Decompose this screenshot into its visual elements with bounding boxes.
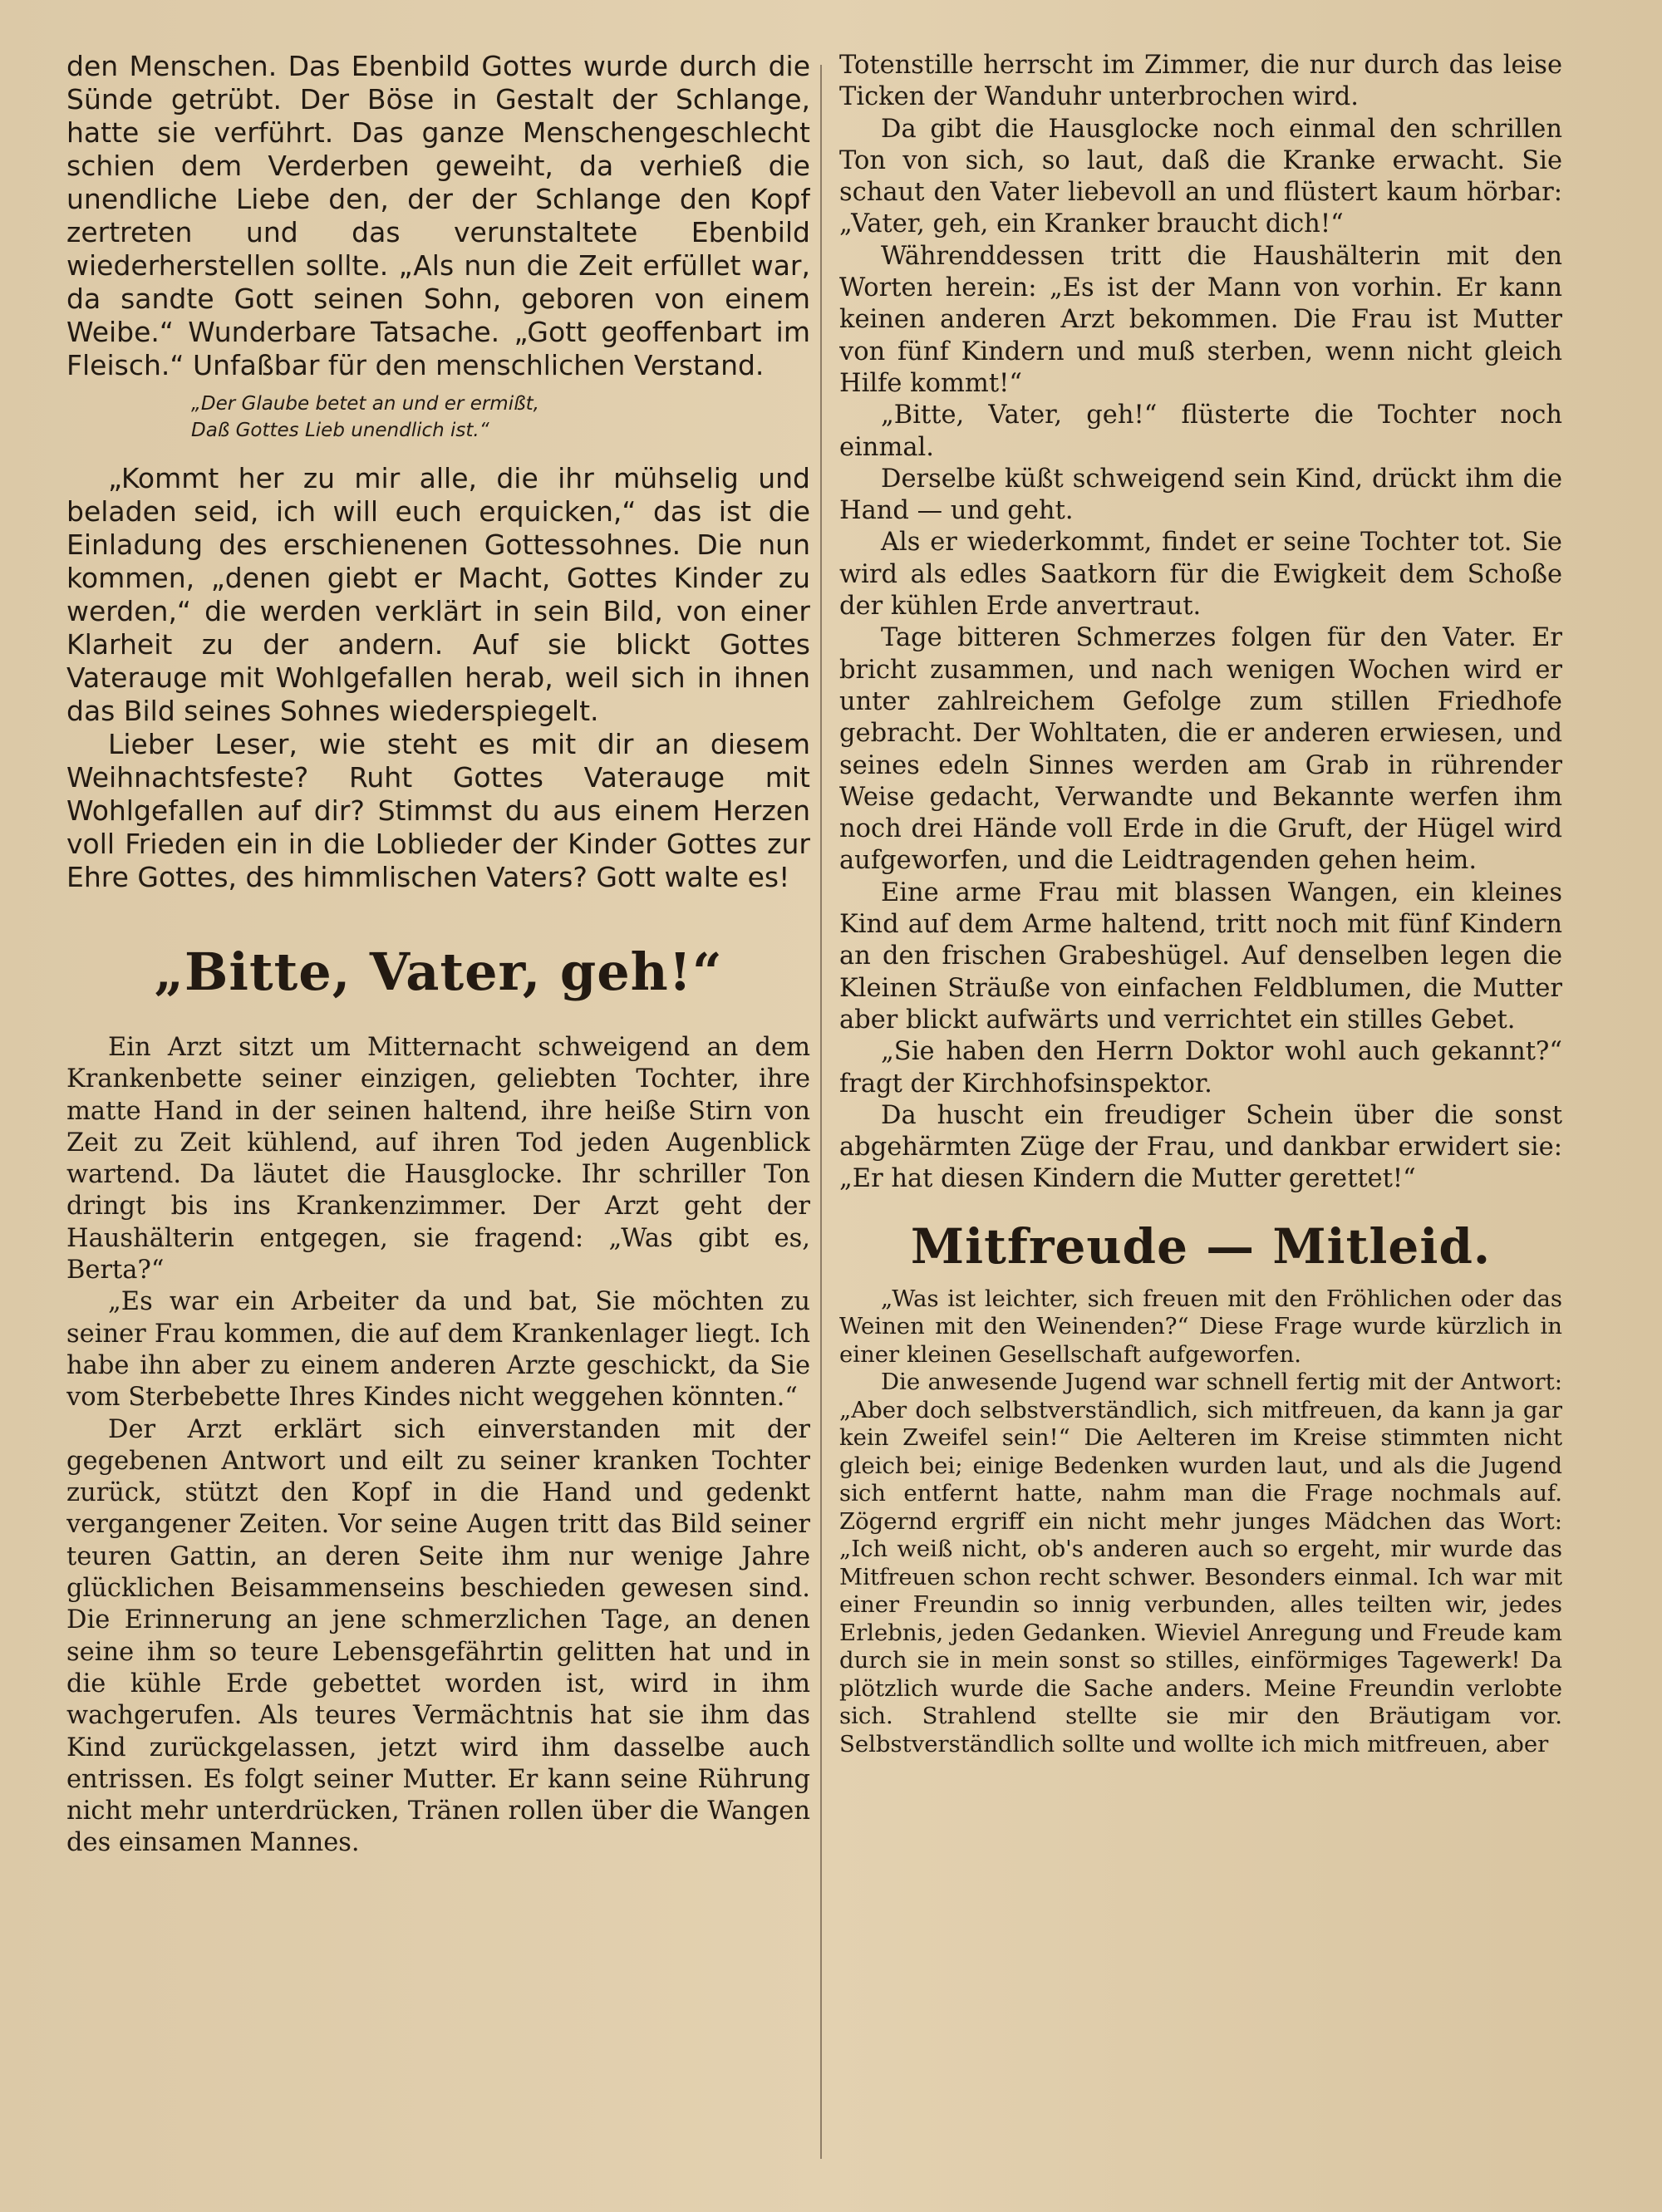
article-paragraph: Da huscht ein freudiger Schein über die sonst abgehärmten Züge der Frau, und dankbar erwidert sie: „Er hat diesen Kindern die Mutter gerettet!“ [839, 1100, 1562, 1194]
verse-line: „Der Glaube betet an und er ermißt, [191, 393, 539, 415]
verse-quote [191, 391, 810, 444]
article-paragraph: Derselbe küßt schweigend sein Kind, drückt ihm die Hand — und geht. [839, 464, 1562, 526]
article-paragraph: Als er wiederkommt, findet er seine Tochter tot. Sie wird als edles Saatkorn für die Ewigkeit dem Schoße der kühlen Erde anvertraut. [839, 528, 1562, 622]
article-paragraph: „Was ist leichter, sich freuen mit den Fröhlichen oder das Weinen mit den Weinenden?“ Diese Frage wurde kürzlich in einer kleinen Gesellschaft aufgeworfen. [839, 1285, 1562, 1368]
article-paragraph: „Bitte, Vater, geh!“ flüsterte die Tochter noch einmal. [839, 401, 1562, 462]
right-column [839, 50, 1562, 2162]
article-paragraph: Ein Arzt sitzt um Mitternacht schweigend an dem Krankenbette seiner einzigen, geliebten Tochter, ihre matte Hand in der seinen haltend, ihre heiße Stirn von Zeit zu Zeit kühlend, auf ihren Tod jeden Augenblick wartend. Da läutet die Hausglocke. Ihr schriller Ton dringt bis ins Krankenzimmer. Der Arzt geht der Haushälterin entgegen, sie fragend: „Was gibt es, Berta?“ [66, 1033, 810, 1285]
article-paragraph: „Sie haben den Herrn Doktor wohl auch gekannt?“ fragt der Kirchhofsinspektor. [839, 1037, 1562, 1099]
article-paragraph: Da gibt die Hausglocke noch einmal den schrillen Ton von sich, so laut, daß die Kranke erwacht. Sie schaut den Vater liebevoll an und flüstert kaum hörbar: „Vater, geh, ein Kranker braucht dich!“ [839, 114, 1562, 239]
article-paragraph: Währenddessen tritt die Haushälterin mit den Worten herein: „Es ist der Mann von vorhin. Er kann keinen anderen Arzt bekommen. Die Frau ist Mutter von fünf Kindern und muß sterben, wenn nicht gleich Hilfe kommt!“ [839, 241, 1562, 398]
article-paragraph: Eine arme Frau mit blassen Wangen, ein kleines Kind auf dem Arme haltend, tritt noch mit fünf Kindern an den frischen Grabeshügel. Auf denselben legen die Kleinen Sträuße von einfachen Feldblumen, die Mutter aber blickt aufwärts und verrichtet ein stilles Gebet. [839, 877, 1562, 1035]
column-divider [820, 65, 822, 2159]
verse-line: Daß Gottes Lieb unendlich ist.“ [191, 420, 489, 441]
article-paragraph: Tage bitteren Schmerzes folgen für den Vater. Er bricht zusammen, und nach wenigen Wochen wird er unter zahlreichem Gefolge zum stillen Friedhofe gebracht. Der Wohltaten, die er anderen erwiesen, und seines edeln Sinnes werden am Grab in rührender Weise gedacht, Verwandte und Bekannte werfen ihm noch drei Hände voll Erde in die Gruft, der Hügel wird aufgeworfen, und die Leidtragenden gehen heim. [839, 623, 1562, 876]
article-paragraph: Totenstille herrscht im Zimmer, die nur durch das leise Ticken der Wanduhr unterbrochen wird. [839, 51, 1562, 112]
article-title: „Bitte, Vater, geh!“ [154, 941, 723, 1002]
body-paragraph: Lieber Leser, wie steht es mit dir an diesem Weihnachtsfeste? Ruht Gottes Vaterauge mit Wohlgefallen auf dir? Stimmst du aus einem Herzen voll Frieden ein in die Loblieder der Kinder Gottes zur Ehre Gottes, des himmlischen Vaters? Gott walte es! [66, 728, 810, 893]
second-article-title: Mitfreude — Mitleid. [910, 1217, 1492, 1275]
article-paragraph: Die anwesende Jugend war schnell fertig mit der Antwort: „Aber doch selbstverständlich, sich mitfreuen, da kann ja gar kein Zweifel sein!“ Die Aelteren im Kreise stimmten nicht gleich bei; einige Bedenken wurden laut, und als die Jugend sich entfernt hatte, nahm man die Frage nochmals auf. Zögernd ergriff ein nicht mehr junges Mädchen das Wort: „Ich weiß nicht, ob's anderen auch so ergeht, mir wurde das Mitfreuen schon recht schwer. Besonders einmal. Ich war mit einer Freundin so innig verbunden, alles teilten wir, jedes Erlebnis, jeden Gedanken. Wieviel Anregung und Freude kam durch sie in mein sonst so stilles, einförmiges Tagewerk! Da plötzlich wurde die Sache anders. Meine Freundin verlobte sich. Strahlend stellte sie mir den Bräutigam vor. Selbstverständlich sollte und wollte ich mich mitfreuen, aber [839, 1369, 1562, 1757]
article-paragraph: Der Arzt erklärt sich einverstanden mit der gegebenen Antwort und eilt zu seiner kranken Tochter zurück, stützt den Kopf in die Hand und gedenkt vergangener Zeiten. Vor seine Augen tritt das Bild seiner teuren Gattin, an deren Seite ihm nur wenige Jahre glücklichen Beisammenseins beschieden gewesen sind. Die Erinnerung an jene schmerzlichen Tage, an denen seine ihm so teure Lebensgefährtin gelitten hat und in die kühle Erde gebettet worden ist, wird in ihm wachgerufen. Als teures Vermächtnis hat sie ihm das Kind zurückgelassen, jetzt wird ihm dasselbe auch entrissen. Es folgt seiner Mutter. Er kann seine Rührung nicht mehr unterdrücken, Tränen rollen über die Wangen des einsamen Mannes. [66, 1414, 810, 1858]
body-paragraph: „Kommt her zu mir alle, die ihr mühselig und beladen seid, ich will euch erquicken,“ das ist die Einladung des erschienenen Gottessohnes. Die nun kommen, „denen giebt er Macht, Gottes Kinder zu werden,“ die werden verklärt in sein Bild, von einer Klarheit zu der andern. Auf sie blickt Gottes Vaterauge mit Wohlgefallen herab, weil sich in ihnen das Bild seines Sohnes wiederspiegelt. [66, 462, 810, 727]
article-paragraph: „Es war ein Arbeiter da und bat, Sie möchten zu seiner Frau kommen, die auf dem Krankenlager liegt. Ich habe ihn aber zu einem anderen Arzte geschickt, da Sie vom Sterbebette Ihres Kindes nicht weggehen könnten.“ [66, 1287, 810, 1413]
intro-paragraph: den Menschen. Das Ebenbild Gottes wurde durch die Sünde getrübt. Der Böse in Gestalt der Schlange, hatte sie verführt. Das ganze Menschengeschlecht schien dem Verderben geweiht, da verhieß die unendliche Liebe den, der der Schlange den Kopf zertreten und das verunstaltete Ebenbild wiederherstellen sollte. „Als nun die Zeit erfüllet war, da sandte Gott seinen Sohn, geboren von einem Weibe.“ Wunderbare Tatsache. „Gott geoffenbart im Fleisch.“ Unfaßbar für den menschlichen Verstand. [66, 50, 810, 381]
left-column [66, 50, 810, 2162]
